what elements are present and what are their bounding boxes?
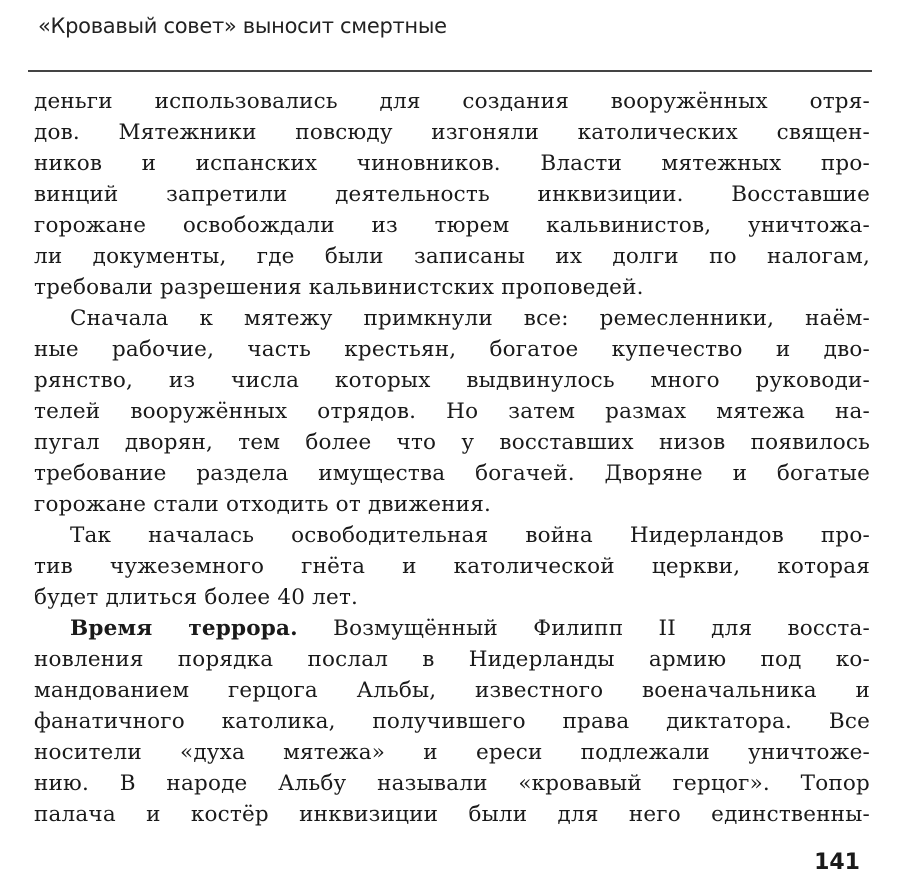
text-line-with-heading bbox=[34, 613, 870, 644]
running-header: «Кровавый совет» выносит смертные bbox=[38, 14, 447, 38]
text-line: носители «духа мятежа» и ереси подлежали уничтоже- bbox=[34, 740, 870, 765]
text-line: телей вооружённых отрядов. Но затем размах мятежа на- bbox=[34, 399, 870, 424]
section-heading: Время террора. bbox=[70, 616, 298, 641]
text-line: тив чужеземного гнёта и католической церкви, которая bbox=[34, 554, 870, 579]
text-line: будет длиться более 40 лет. bbox=[34, 585, 359, 610]
paragraph-4 bbox=[34, 613, 870, 830]
paragraph-1 bbox=[34, 86, 870, 303]
text-run: Возмущённый Филипп II для восста- bbox=[333, 616, 870, 641]
text-line: новления порядка послал в Нидерланды армию под ко- bbox=[34, 647, 870, 672]
paragraph-3 bbox=[34, 520, 870, 613]
text-line: мандованием герцога Альбы, известного военачальника и bbox=[34, 678, 870, 703]
text-line: Так началась освободительная война Нидерландов про- bbox=[70, 523, 870, 548]
text-line: нию. В народе Альбу называли «кровавый герцог». Топор bbox=[34, 771, 870, 796]
text-line: дов. Мятежники повсюду изгоняли католических священ- bbox=[34, 120, 870, 145]
text-line: требовали разрешения кальвинистских проповедей. bbox=[34, 275, 644, 300]
text-line: деньги использовались для создания вооружённых отря- bbox=[34, 89, 870, 114]
text-line: палача и костёр инквизиции были для него единственны- bbox=[34, 802, 870, 827]
paragraph-2 bbox=[34, 303, 870, 520]
text-line: пугал дворян, тем более что у восставших низов появилось bbox=[34, 430, 870, 455]
text-line: Сначала к мятежу примкнули все: ремесленники, наём- bbox=[70, 306, 870, 331]
body-text bbox=[34, 86, 870, 830]
page-number: 141 bbox=[814, 850, 860, 875]
text-line: фанатичного католика, получившего права диктатора. Все bbox=[34, 709, 870, 734]
text-line: ников и испанских чиновников. Власти мятежных про- bbox=[34, 151, 870, 176]
text-line: горожане стали отходить от движения. bbox=[34, 492, 491, 517]
header-rule bbox=[28, 70, 872, 72]
text-line: рянство, из числа которых выдвинулось много руководи- bbox=[34, 368, 870, 393]
text-line: горожане освобождали из тюрем кальвинистов, уничтожа- bbox=[34, 213, 870, 238]
text-line: винций запретили деятельность инквизиции. Восставшие bbox=[34, 182, 870, 207]
text-line: ные рабочие, часть крестьян, богатое купечество и дво- bbox=[34, 337, 870, 362]
text-line: ли документы, где были записаны их долги по налогам, bbox=[34, 244, 870, 269]
text-line: требование раздела имущества богачей. Дворяне и богатые bbox=[34, 461, 870, 486]
